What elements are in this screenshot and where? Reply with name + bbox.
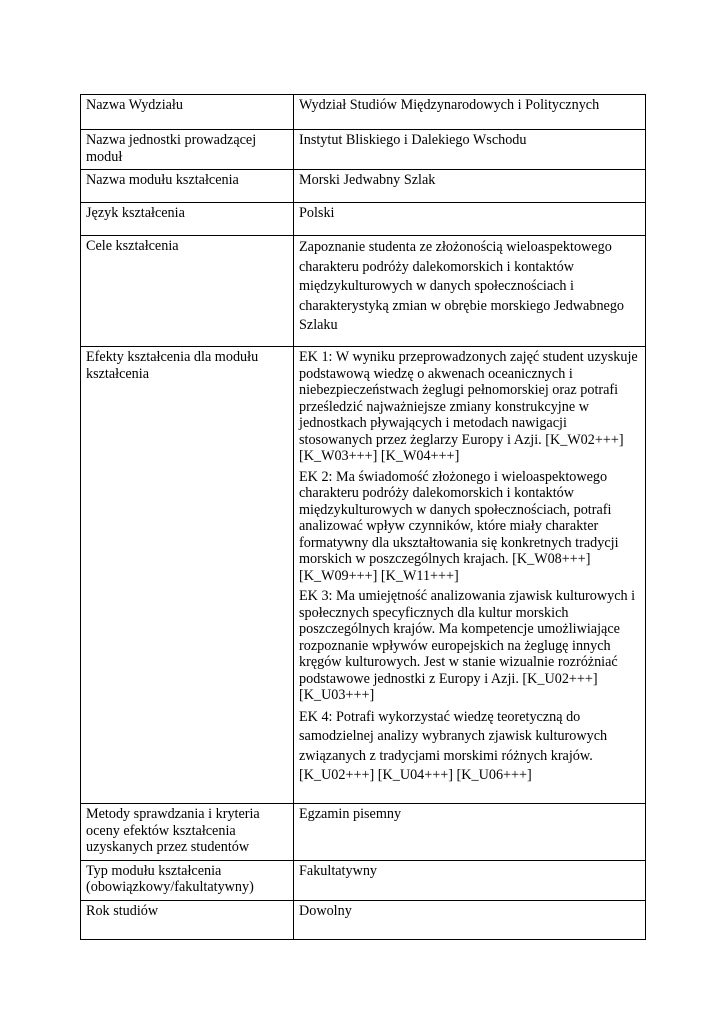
table-row	[81, 95, 646, 130]
row-value-learning-outcomes	[294, 347, 646, 804]
table-row	[81, 130, 646, 170]
learning-outcome-ek4: EK 4: Potrafi wykorzystać wiedzę teoretyczną do samodzielnej analizy wybranych zjawisk kulturowych związanych z tradycjami morskimi różnych krajów. [K_U02+++] [K_U04+++] [K_U06+++]	[299, 708, 608, 783]
row-value-year: Dowolny	[294, 900, 646, 939]
row-value-module-type: Fakultatywny	[294, 860, 646, 900]
row-label-learning-outcomes: Efekty kształcenia dla modułu kształcenia	[81, 347, 294, 804]
table-row	[81, 860, 646, 900]
row-label-language: Język kształcenia	[81, 203, 294, 236]
learning-outcome-ek1: EK 1: W wyniku przeprowadzonych zajęć student uzyskuje podstawową wiedzę o akwenach oceanicznych i niebezpieczeństwach żeglugi pełnomorskiej oraz potrafi prześledzić najważniejsze zmiany konstrukcyjne w jednostkach pływających i metodach nawigacji stosowanych przez żeglarzy Europy i Azji. [K_W02+++] [K_W03+++] [K_W04+++]	[299, 349, 638, 464]
row-label-objectives: Cele kształcenia	[81, 236, 294, 347]
row-label-year: Rok studiów	[81, 900, 294, 939]
table-row	[81, 347, 646, 804]
row-label-assessment-methods: Metody sprawdzania i kryteria oceny efektów kształcenia uzyskanych przez studentów	[81, 804, 294, 861]
table-row	[81, 236, 646, 347]
row-value-assessment-methods: Egzamin pisemny	[294, 804, 646, 861]
row-label-unit: Nazwa jednostki prowadzącej moduł	[81, 130, 294, 170]
row-value-unit: Instytut Bliskiego i Dalekiego Wschodu	[294, 130, 646, 170]
row-value-language: Polski	[294, 203, 646, 236]
row-value-objectives: Zapoznanie studenta ze złożonością wieloaspektowego charakteru podróży dalekomorskich i kontaktów międzykulturowych w danych społecznościach i charakterystyką zmian w obrębie morskiego Jedwabnego Szlaku	[294, 236, 646, 347]
row-value-faculty: Wydział Studiów Międzynarodowych i Politycznych	[294, 95, 646, 130]
table-row	[81, 804, 646, 861]
row-label-module-name: Nazwa modułu kształcenia	[81, 170, 294, 203]
table-row	[81, 170, 646, 203]
table-row	[81, 203, 646, 236]
syllabus-table	[80, 94, 646, 940]
document-page	[80, 94, 645, 940]
table-row	[81, 900, 646, 939]
row-label-faculty: Nazwa Wydziału	[81, 95, 294, 130]
learning-outcome-ek3: EK 3: Ma umiejętność analizowania zjawisk kulturowych i społecznych specyficznych dla kultur morskich poszczególnych krajów. Ma kompetencje umożliwiające rozpoznanie wpływów europejskich na żeglugę innych kręgów kulturowych. Jest w stanie wizualnie rozróżniać podstawowe jednostki z Europy i Azji. [K_U02+++] [K_U03+++]	[299, 588, 636, 703]
learning-outcome-ek2: EK 2: Ma świadomość złożonego i wieloaspektowego charakteru podróży dalekomorskich i kontaktów międzykulturowych w danych społecznościach, potrafi analizować wpływ czynników, które miały charakter formatywny dla ukształtowania się konkretnych tradycji morskich w poszczególnych krajach. [K_W08+++] [K_W09+++] [K_W11+++]	[299, 468, 619, 584]
row-label-module-type: Typ modułu kształcenia (obowiązkowy/fakultatywny)	[81, 860, 294, 900]
row-value-module-name: Morski Jedwabny Szlak	[294, 170, 646, 203]
